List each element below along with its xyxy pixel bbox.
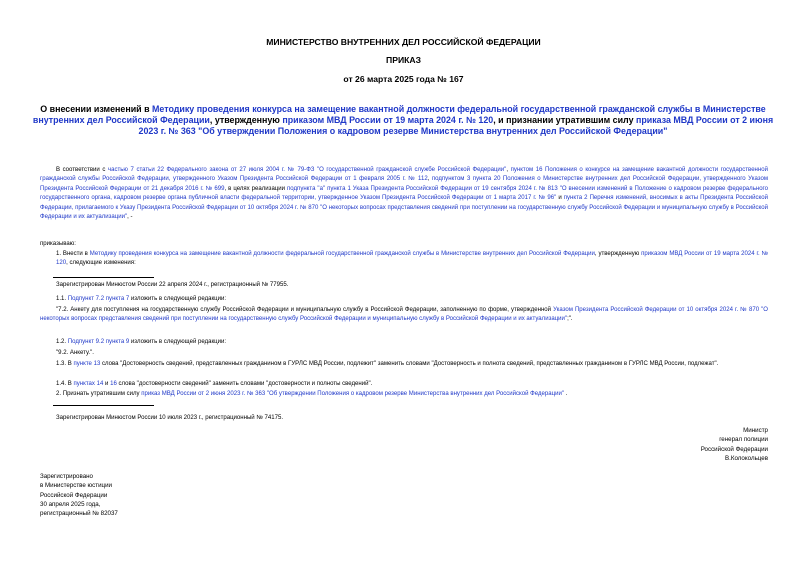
signature-line: Министр <box>743 427 768 434</box>
item-2: 2. Признать утратившим силу приказ МВД России от 2 июня 2023 г. № 363 "Об утверждении Положения о кадровом резерве Министерства внутренних дел Российской Федерации" . <box>56 391 568 397</box>
link-law-79fz[interactable]: частью 7 статьи 22 Федерального закона от 27 июля 2004 г. № 79-ФЗ "О государственной гражданской службе Российской Федерации" <box>107 167 507 173</box>
subitem-1-2: 1.2. Подпункт 9.2 пункта 9 изложить в следующей редакции: <box>56 339 227 345</box>
link-subitem-9-2[interactable]: Подпункт 9.2 пункта 9 <box>67 339 130 345</box>
link-order-363[interactable]: приказа МВД России от 2 июня 2023 г. № 363 "Об утверждении Положения о кадровом резерве Министерства внутренних дел Российской Федерации" <box>138 115 774 137</box>
link-order-120[interactable]: приказом МВД России от 19 марта 2024 г. № 120 <box>282 115 494 126</box>
subitem-1-4: 1.4. В пунктах 14 и 16 слова "достоверности сведений" заменить словами "достоверности и полноты сведений". <box>56 381 373 387</box>
link-decree-699[interactable]: подпунктом 3 пункта 20 Положения о Министерстве внутренних дел Российской Федерации, утвержденного Указом Президента Российской Федерации от 21 декабря 2016 г. № 699 <box>40 176 768 192</box>
link-point-13[interactable]: пункте 13 <box>73 361 101 367</box>
subitem-1-1-text: "7.2. Анкету для поступления на государственную службу Российской Федерации и муниципальную службу в Российской Федерации, заполненную по форме, утвержденной Указом Президента Российской Федерации от 10 октября 2024 г. № 870 "О некоторых вопросах представления сведений при поступлении на государственную службу Российской Федерации и муниципальную службу в Российской Федерации и их актуализации";". <box>40 307 768 323</box>
link-decree-870-2[interactable]: Указом Президента Российской Федерации от 10 октября 2024 г. № 870 "О некоторых вопросах представления сведений при поступлении на государственную службу Российской Федерации и муниципальную службу в Российской Федерации и их актуализации" <box>40 307 768 323</box>
footnote-2: Зарегистрирован Минюстом России 10 июля 2023 г., регистрационный № 74175. <box>56 415 284 421</box>
date-number-heading: от 26 марта 2025 года № 167 <box>343 74 464 84</box>
footnote-divider-2 <box>53 405 154 406</box>
footnote-1: Зарегистрирован Минюстом России 22 апреля 2024 г., регистрационный № 77955. <box>56 282 289 288</box>
registration-line: 30 апреля 2025 года, <box>40 500 101 508</box>
link-methodology[interactable]: Методику проведения конкурса на замещение вакантной должности федеральной государственной гражданской службы в Министерстве внутренних дел Российской Федерации <box>32 104 766 126</box>
document-title: О внесении изменений в Методику проведения конкурса на замещение вакантной должности федеральной государственной гражданской службы в Министерстве внутренних дел Российской Федерации, утвержденную приказом МВД России от 19 марта 2024 г. № 120, и признании утратившим силу приказа МВД России от 2 июня 2023 г. № 363 "Об утверждении Положения о кадровом резерве Министерства внутренних дел Российской Федерации" <box>32 104 774 137</box>
link-methodology-2[interactable]: Методику проведения конкурса на замещение вакантной должности федеральной государственной гражданской службы в Министерстве внутренних дел Российской Федерации <box>89 251 595 257</box>
link-point-14[interactable]: пунктах 14 <box>73 381 104 387</box>
registration-line: Зарегистрировано <box>40 473 93 480</box>
signature-line: Российской Федерации <box>700 445 768 453</box>
registration-line: в Министерстве юстиции <box>40 482 113 490</box>
link-point-16[interactable]: 16 <box>110 381 117 387</box>
signature-line: генерал полиции <box>719 436 768 444</box>
link-decree-813[interactable]: подпункта "а" пункта 1 Указа Президента Российской Федерации от 19 сентября 2024 г. № 813 "О внесении изменений в Положение о кадровом резерве федерального государственного органа, кадровом резерве органа публичной власти федеральной территории, утвержденное Указом Президента Российской Федерации от 1 марта 2017 г. № 96" <box>40 185 768 202</box>
preamble-paragraph: В соответствии с частью 7 статьи 22 Федерального закона от 27 июля 2004 г. № 79-ФЗ "О государственной гражданской службе Российской Федерации", пунктом 16 Положения о конкурсе на замещение вакантной должности государственной гражданской службы Российской Федерации, утвержденного Указом Президента Российской Федерации от 1 февраля 2005 г. № 112, подпунктом 3 пункта 20 Положения о Министерстве внутренних дел Российской Федерации, утвержденного Указом Президента Российской Федерации от 21 декабря 2016 г. № 699, в целях реализации подпункта "а" пункта 1 Указа Президента Российской Федерации от 19 сентября 2024 г. № 813 "О внесении изменений в Положение о кадровом резерве федерального государственного органа, кадровом резерве органа публичной власти федеральной территории, утвержденное Указом Президента Российской Федерации от 1 марта 2017 г. № 96" и пункта 2 Перечня изменений, вносимых в акты Президента Российской Федерации, прилагаемого к Указу Президента Российской Федерации от 10 октября 2024 г. № 870 "О некоторых вопросах представления сведений при поступлении на государственную службу Российской Федерации и муниципальную службу в Российской Федерации и их актуализации", - <box>40 167 768 221</box>
item-1: 1. Внести в Методику проведения конкурса на замещение вакантной должности федеральной государственной гражданской службы в Министерстве внутренних дел Российской Федерации, утвержденную приказом МВД России от 19 марта 2024 г. № 120, следующие изменения: <box>56 251 768 267</box>
registration-line: регистрационный № 82037 <box>40 510 118 518</box>
ministry-heading: МИНИСТЕРСТВО ВНУТРЕННИХ ДЕЛ РОССИЙСКОЙ ФЕДЕРАЦИИ <box>266 37 541 47</box>
link-decree-112[interactable]: пунктом 16 Положения о конкурсе на замещение вакантной должности государственной гражданской службы Российской Федерации, утвержденного Указом Президента Российской Федерации от 1 февраля 2005 г. № 112 <box>40 167 768 183</box>
doc-type-heading: ПРИКАЗ <box>386 55 421 65</box>
registration-line: Российской Федерации <box>40 491 108 499</box>
subitem-1-2-text: "9.2. Анкету.". <box>56 350 94 356</box>
link-order-363-2[interactable]: приказ МВД России от 2 июня 2023 г. № 363 "Об утверждении Положения о кадровом резерве Министерства внутренних дел Российской Федерации" <box>141 391 564 397</box>
subitem-1-3: 1.3. В пункте 13 слова "Достоверность сведений, представленных гражданином в ГУРЛС МВД России, подлежит" заменить словами "Достоверность и полнота сведений, представленных гражданином в ГУРЛС МВД России, подлежат". <box>56 361 719 367</box>
link-order-120-2[interactable]: приказом МВД России от 19 марта 2024 г. № 120 <box>56 251 768 267</box>
signature-line: В.Колокольцев <box>725 454 768 462</box>
footnote-divider <box>53 277 154 278</box>
link-decree-870[interactable]: пункта 2 Перечня изменений, вносимых в акты Президента Российской Федерации, прилагаемого к Указу Президента Российской Федерации от 10 октября 2024 г. № 870 "О некоторых вопросах представления сведений при поступлении на государственную службу Российской Федерации и муниципальную службу в Российской Федерации и их актуализации" <box>40 195 768 221</box>
link-subitem-7-2[interactable]: Подпункт 7.2 пункта 7 <box>67 296 130 302</box>
signature-block <box>701 426 768 463</box>
registration-block <box>40 472 118 518</box>
order-word: приказываю: <box>40 241 76 247</box>
subitem-1-1: 1.1. Подпункт 7.2 пункта 7 изложить в следующей редакции: <box>56 296 227 302</box>
